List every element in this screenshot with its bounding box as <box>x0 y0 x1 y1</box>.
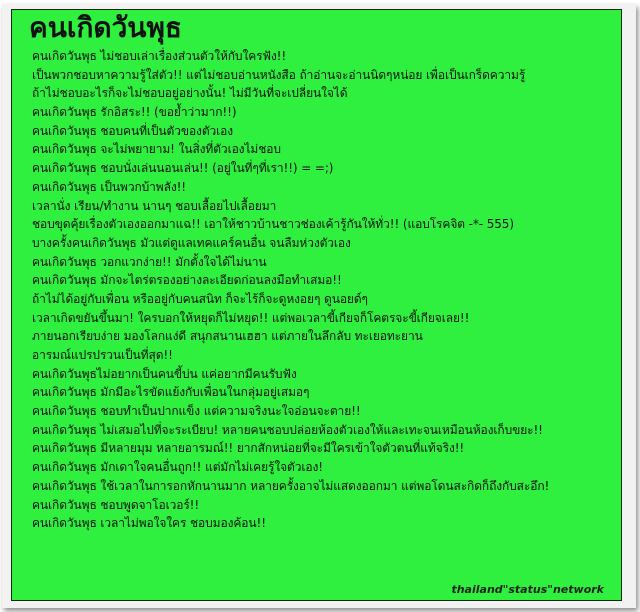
trait-line: เวลานั่ง เรียน/ทำงาน นานๆ ชอบเลื้อยไปเลื้อยมา <box>32 198 277 213</box>
trait-line: ภายนอกเรียบง่าย มองโลกแง่ดี สนุกสนานเฮฮา แต่ภายในลึกลับ ทะเยอทะยาน <box>32 329 423 344</box>
trait-line: คนเกิดวันพุธ ชอบคนที่เป็นตัวของตัวเอง <box>32 123 234 138</box>
trait-line: คนเกิดวันพุธ มักมีอะไรขัดแย้งกับเพื่อนในกลุ่มอยู่เสมอๆ <box>32 385 310 400</box>
trait-line: บางครั้งคนเกิดวันพุธ มัวแต่ดูแลเทคแคร์คนอื่น จนลืมห่วงตัวเอง <box>32 235 351 250</box>
trait-line: ชอบขุดคุ้ยเรื่องตัวเองออกมาแฉ!! เอาให้ชาวบ้านชาวช่องเค้ารู้กันให้ทั่ว!! (แอบโรคจิต -*- 555) <box>32 217 514 232</box>
trait-line: คนเกิดวันพุธ จะไม่พยายาม! ในสิ่งที่ตัวเองไม่ชอบ <box>32 142 281 157</box>
trait-line: เป็นพวกชอบหาความรู้ใส่ตัว!! แต่ไม่ชอบอ่านหนังสือ ถ้าอ่านจะอ่านนิดๆหน่อย เพื่อเป็นเกร็ดความรู้ <box>32 67 526 82</box>
trait-line: อารมณ์แปรปรวนเป็นที่สุด!! <box>32 348 173 362</box>
watermark: thailand"status"network <box>451 583 604 596</box>
trait-list <box>32 47 617 533</box>
trait-line: ถ้าไม่ได้อยู่กับเพื่อน หรืออยู่กับคนสนิท ก็จะไร้ก็จะดูหงอยๆ ดูนอยด์ๆ <box>32 291 368 306</box>
trait-line: คนเกิดวันพุธ ชอบพูดจาโอเวอร์!! <box>32 497 200 512</box>
trait-line: คนเกิดวันพุธ ชอบทำเป็นปากแข็ง แต่ความจริงนะใจอ่อนจะตาย!! <box>32 404 361 419</box>
trait-line: คนเกิดวันพุธ มักเดาใจคนอื่นถูก!! แต่มักไม่เคยรู้ใจตัวเอง! <box>32 460 323 475</box>
trait-line: เวลาเกิดขยันขึ้นมา! ใครบอกให้หยุดก็ไม่หยุด!! แต่พอเวลาขี้เกียจก็โคตรจะขี้เกียจเลย!! <box>32 310 470 325</box>
trait-line: คนเกิดวันพุธ ใช้เวลาในการอกหักนานมาก หลายครั้งอาจไม่แสดงออกมา แต่พอโดนสะกิดก็ถึงกับสะอึก! <box>32 478 550 493</box>
page-title: คนเกิดวันพุธ <box>29 11 182 44</box>
trait-line: คนเกิดวันพุธ มีหลายมุม หลายอารมณ์!! ยากสักหน่อยที่จะมีใครเข้าใจตัวตนที่แท้จริง!! <box>32 441 465 456</box>
trait-line: คนเกิดวันพุธ มักจะไตร่ตรองอย่างละเอียดก่อนลงมือทำเสมอ!! <box>32 273 342 288</box>
trait-line: คนเกิดวันพุธ เวลาไม่พอใจใคร ชอบมองค้อน!! <box>32 516 266 531</box>
trait-line: คนเกิดวันพุธไม่อยากเป็นคนขี้บ่น แค่อยากมีคนรับฟัง <box>32 366 297 381</box>
photo-frame <box>2 4 636 608</box>
text-panel <box>11 9 622 601</box>
trait-line: คนเกิดวันพุธ เป็นพวกบ้าพลัง!! <box>32 179 187 194</box>
trait-line: คนเกิดวันพุธ ชอบนั่งเล่นนอนเล่น!! (อยู่ในที่ๆที่เรา!!) = =;) <box>32 161 334 176</box>
trait-line: คนเกิดวันพุธ ไม่ชอบเล่าเรื่องส่วนตัวให้กับใครฟัง!! <box>32 49 287 63</box>
trait-line: คนเกิดวันพุธ วอกแวกง่าย!! มักตั้งใจได้ไม่นาน <box>32 254 267 269</box>
trait-line: คนเกิดวันพุธ รักอิสระ!! (ขอย้ำว่ามาก!!) <box>32 105 237 120</box>
trait-line: ถ้าไม่ชอบอะไรก็จะไม่ชอบอยู่อย่างนั้น! ไม่มีวันที่จะเปลี่ยนใจได้ <box>32 86 348 101</box>
trait-line: คนเกิดวันพุธ ไม่เสมอไปที่จะระเบียบ! หลายคนชอบปล่อยห้องตัวเองให้และเทะจนเหมือนห้องเก็บขยะ!! <box>32 422 543 437</box>
